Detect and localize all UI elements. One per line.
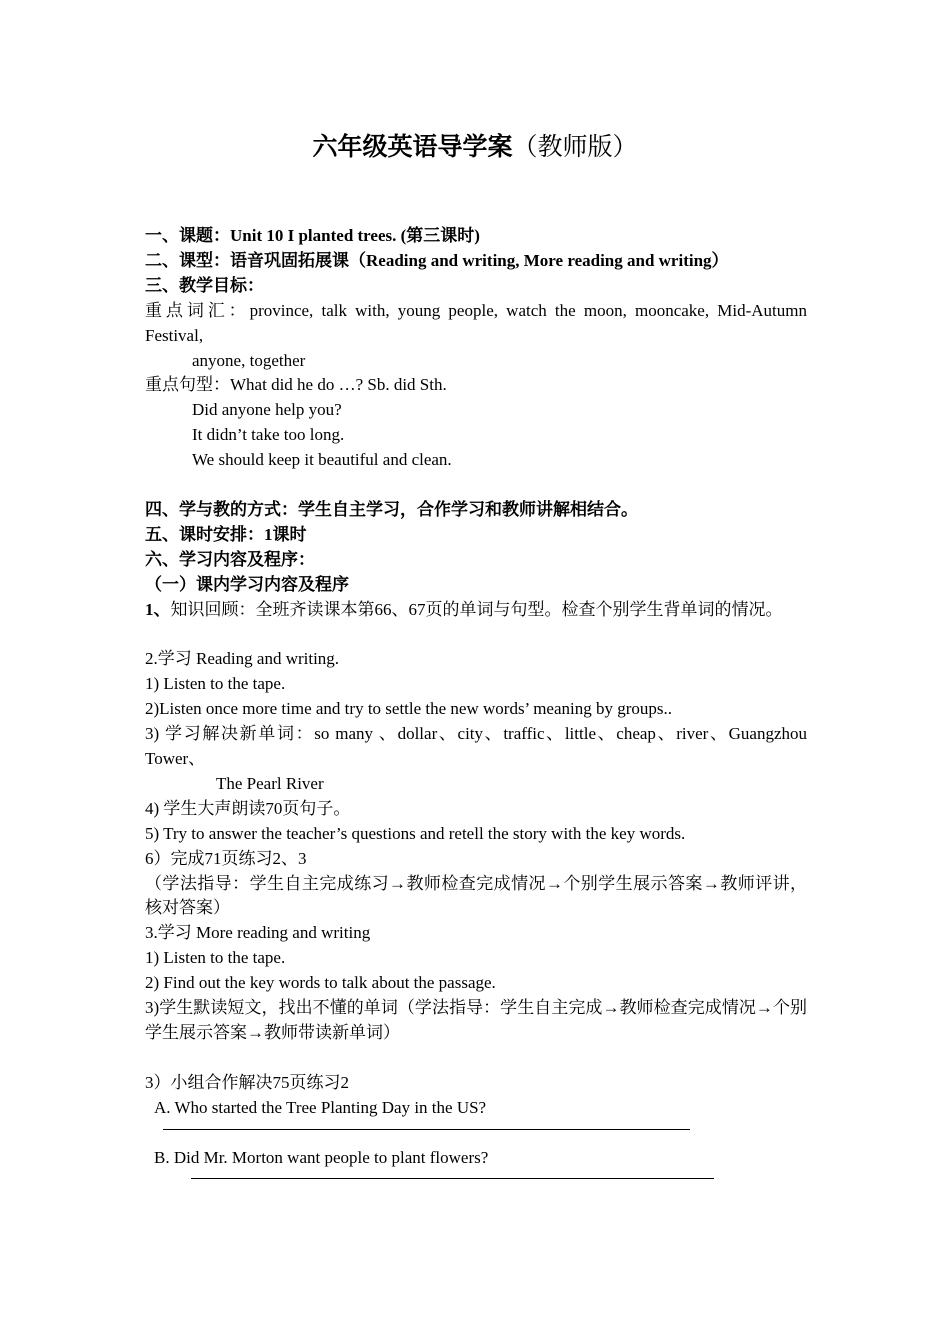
more-reading-heading: 3.学习 More reading and writing xyxy=(145,923,371,943)
step-listen-tape: 1) Listen to the tape. xyxy=(145,674,286,694)
step-silent-reading: 3)学生默读短文，找出不懂的单词（学法指导：学生自主完成→教师检查完成情况→个别学生展示答案→教师带读新单词） xyxy=(145,998,807,1042)
study-guide-note: （学法指导：学生自主完成练习→教师检查完成情况→个别学生展示答案→教师评讲，核对答案） xyxy=(145,873,807,918)
class-hours: 五、课时安排：1课时 xyxy=(145,524,307,544)
teaching-goals-heading: 三、教学目标： xyxy=(145,275,264,295)
in-class-heading: （一）课内学习内容及程序 xyxy=(145,574,349,594)
lesson-type: 二、课型：语音巩固拓展课（Reading and writing, More reading and writing） xyxy=(145,250,729,270)
spacer xyxy=(145,1046,807,1071)
answer-line-b[interactable] xyxy=(191,1178,714,1179)
step-exercises: 6）完成71页练习2、3 xyxy=(145,848,307,868)
key-sentence-2: Did anyone help you? xyxy=(192,400,342,420)
step-listen-tape-2: 1) Listen to the tape. xyxy=(145,948,286,968)
step-listen-again: 2)Listen once more time and try to settle the new words’ meaning by groups.. xyxy=(145,699,673,719)
key-sentence-3: It didn’t take too long. xyxy=(192,425,345,445)
step-answer-retell: 5) Try to answer the teacher’s questions and retell the story with the key words. xyxy=(145,823,686,843)
key-vocabulary: 重点词汇：province, talk with, young people, watch the moon, mooncake, Mid-Autumn Festival, xyxy=(145,300,807,345)
key-vocabulary-cont: anyone, together xyxy=(192,350,306,370)
review-step-number: 1、 xyxy=(145,599,171,619)
spacer xyxy=(145,622,807,647)
group-exercise: 3）小组合作解决75页练习2 xyxy=(145,1072,349,1092)
page-title xyxy=(0,130,950,166)
question-b: B. Did Mr. Morton want people to plant flowers? xyxy=(154,1147,489,1167)
answer-line-a[interactable] xyxy=(163,1129,690,1130)
lesson-topic: 一、课题：Unit 10 I planted trees. (第三课时) xyxy=(145,226,480,245)
spacer xyxy=(145,473,807,498)
step-new-words-cont: The Pearl River xyxy=(216,773,324,793)
document-body xyxy=(145,224,807,1195)
learning-content-heading: 六、学习内容及程序： xyxy=(145,549,315,569)
title-suffix: （教师版） xyxy=(512,134,638,161)
key-sentence-4: We should keep it beautiful and clean. xyxy=(192,450,452,470)
key-sentence: 重点句型：What did he do …? Sb. did Sth. xyxy=(145,375,447,395)
review-step-text: 知识回顾：全班齐读课本第66、67页的单词与句型。检查个别学生背单词的情况。 xyxy=(170,599,783,619)
teaching-method: 四、学与教的方式：学生自主学习，合作学习和教师讲解相结合。 xyxy=(145,499,638,519)
step-key-words: 2) Find out the key words to talk about the passage. xyxy=(145,973,496,993)
review-step xyxy=(145,598,807,623)
step-new-words: 3) 学习解决新单词：so many 、dollar、city、traffic、little、cheap、river、Guangzhou Tower、 xyxy=(145,724,807,768)
question-a: A. Who started the Tree Planting Day in the US? xyxy=(154,1097,487,1117)
reading-writing-heading: 2.学习 Reading and writing. xyxy=(145,649,340,669)
title-main: 六年级英语导学案 xyxy=(312,134,513,161)
step-read-aloud: 4) 学生大声朗读70页句子。 xyxy=(145,798,351,818)
